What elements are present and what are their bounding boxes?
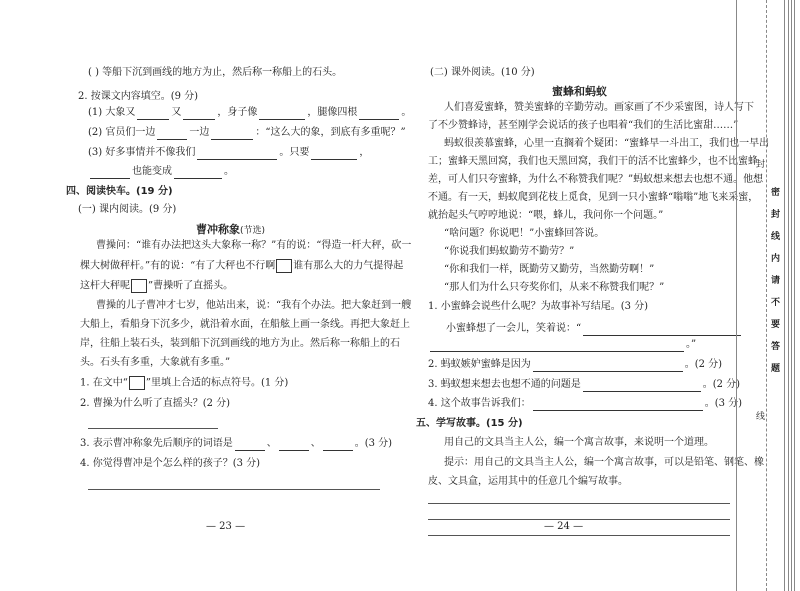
passage-line: 差，可人们只夸蜜蜂，为什么不称赞我们呢？”蚂蚁想来想去也想不通。他想 bbox=[428, 174, 764, 185]
punctuation-box[interactable] bbox=[276, 259, 292, 273]
binding-margin bbox=[730, 0, 800, 591]
blank[interactable] bbox=[323, 439, 353, 451]
question-4: 4. 这个故事告诉我们： 。(3 分) bbox=[428, 398, 743, 409]
question-1-lead: 小蜜蜂想了一会儿，笑着说：“ bbox=[446, 322, 743, 336]
passage-line: “你说我们蚂蚁勤劳不勤劳？” bbox=[444, 246, 575, 257]
blank[interactable] bbox=[279, 439, 309, 451]
blank[interactable] bbox=[259, 108, 305, 120]
punctuation-box bbox=[129, 376, 145, 390]
question-2: 2. 蚂蚁嫉妒蜜蜂是因为 。(2 分) bbox=[428, 359, 723, 370]
margin-line bbox=[788, 0, 789, 591]
passage-line: 头。石头有多重，大象就有多重。” bbox=[80, 357, 231, 368]
passage-line: 曹操的儿子曹冲才七岁，他站出来，说：“我有个办法。把大象赶到一艘 bbox=[96, 300, 412, 311]
passage-line: 蚂蚁很羡慕蜜蜂，心里一直搁着个疑团：“蜜蜂早一斗出工，我们也一早出 bbox=[444, 138, 770, 149]
passage-line: 岸，往船上装石头，装到船下沉到画线的地方为止。然后称一称船上的石 bbox=[80, 338, 400, 349]
question-1-cont: 。” bbox=[428, 338, 696, 352]
writing-line[interactable] bbox=[428, 519, 730, 520]
writing-hint: 皮、文具盒，运用其中的任意几个编写故事。 bbox=[428, 476, 628, 487]
seal-char: 题 bbox=[771, 364, 781, 374]
question-3: 3. 蚂蚁想来想去也想不通的问题是 。(2 分) bbox=[428, 379, 741, 390]
seal-char: 答 bbox=[771, 342, 781, 352]
seal-mark: 封 bbox=[756, 160, 766, 170]
question-3: 3. 表示曹冲称象先后顺序的词语是 、 、 。(3 分) bbox=[80, 438, 393, 449]
writing-hint: 提示：用自己的文具当主人公，编一个寓言故事，可以是铅笔、钢笔、橡 bbox=[444, 457, 764, 468]
blank[interactable] bbox=[183, 108, 215, 120]
punctuation-box[interactable] bbox=[131, 279, 147, 293]
blank[interactable] bbox=[311, 148, 357, 160]
page-number: — 23 — bbox=[206, 521, 246, 532]
question-2: 2. 曹操为什么听了直摇头？(2 分) bbox=[80, 398, 231, 409]
seal-char: 线 bbox=[771, 232, 781, 242]
question-4: 4. 你觉得曹冲是个怎么样的孩子？(3 分) bbox=[80, 458, 261, 469]
seal-char: 封 bbox=[771, 210, 781, 220]
passage-line: 不通。有一天，蚂蚁爬到花枝上觅食，见到一只小蜜蜂“嗡嗡”地飞来采蜜， bbox=[428, 192, 759, 203]
blank[interactable] bbox=[235, 439, 265, 451]
seal-char: 要 bbox=[771, 320, 781, 330]
q2-item-3-cont: 也能变成 。 bbox=[88, 165, 234, 179]
passage-line: “啥问题？你说吧！”小蜜蜂回答说。 bbox=[444, 228, 605, 239]
margin-line bbox=[736, 0, 737, 591]
seal-char: 不 bbox=[771, 298, 781, 308]
passage-line: 就抬起头气哼哼地说：“喂，蜂儿，我问你一个问题。” bbox=[428, 210, 664, 221]
subsection-2-heading: (二) 课外阅读。(10 分) bbox=[430, 67, 535, 78]
q2-item-2: (2) 官员们一边 一边 ：“这么大的象，到底有多重呢？” bbox=[88, 127, 406, 138]
right-page bbox=[400, 0, 770, 591]
margin-line bbox=[794, 0, 795, 591]
blank[interactable] bbox=[137, 108, 169, 120]
passage-line: 大船上，看船身下沉多少，就沿着水面，在船舷上画一条线。再把大象赶上 bbox=[80, 319, 410, 330]
blank[interactable] bbox=[583, 324, 741, 336]
passage-line: 曹操问：“谁有办法把这头大象称一称？”有的说：“得造一杆大秤，砍一 bbox=[96, 240, 412, 251]
passage-line: “你和我们一样，既勤劳又勤劳，当然勤劳啊！” bbox=[444, 264, 655, 275]
passage-line: 工；蜜蜂天黑回窝，我们也天黑回窝，我们干的活不比蜜蜂少，也不比蜜蜂 bbox=[428, 156, 758, 167]
q2-item-3: (3) 好多事情并不像我们 。只要 ， bbox=[88, 147, 370, 158]
blank[interactable] bbox=[174, 167, 222, 179]
blank[interactable] bbox=[211, 128, 253, 140]
seal-char: 内 bbox=[771, 254, 781, 264]
seal-char: 请 bbox=[771, 276, 781, 286]
q-sink-line: ( ) 等船下沉到画线的地方为止，然后称一称船上的石头。 bbox=[88, 67, 343, 78]
passage-line: 人们喜爱蜜蜂，赞美蜜蜂的辛勤劳动。画家画了不少采蜜图，诗人写下 bbox=[444, 102, 754, 113]
blank[interactable] bbox=[430, 340, 684, 352]
blank[interactable] bbox=[157, 128, 187, 140]
margin-line bbox=[791, 0, 792, 591]
writing-prompt: 用自己的文具当主人公，编一个寓言故事，来说明一个道理。 bbox=[444, 437, 714, 448]
question-1: 1. 在文中“ ”里填上合适的标点符号。(1 分) bbox=[80, 377, 289, 389]
section-4-heading: 四、阅读快车。(19 分) bbox=[66, 186, 173, 197]
passage-line: 了不少赞蜂诗，甚至刚学会说话的孩子也唱着“我们的生活比蜜甜……” bbox=[428, 120, 739, 131]
seal-char: 密 bbox=[771, 188, 781, 198]
passage-line: “那人们为什么只夸奖你们，从来不称赞我们呢？” bbox=[444, 282, 665, 293]
page-number: — 24 — bbox=[540, 521, 587, 532]
blank[interactable] bbox=[583, 380, 701, 392]
answer-line[interactable] bbox=[88, 428, 218, 429]
q2-item-1: (1) 大象又 又 ，身子像 ，腿像四根 。 bbox=[88, 107, 412, 118]
question-1: 1. 小蜜蜂会说些什么呢？为故事补写结尾。(3 分) bbox=[428, 301, 649, 312]
margin-line bbox=[784, 0, 785, 591]
passage-title: 蜜蜂和蚂蚁 bbox=[552, 85, 607, 98]
section-5-heading: 五、学写故事。(15 分) bbox=[416, 418, 523, 429]
blank[interactable] bbox=[90, 167, 130, 179]
passage-title: 曹冲称象(节选) bbox=[196, 223, 266, 236]
q2-heading: 2. 按课文内容填空。(9 分) bbox=[78, 91, 199, 102]
answer-line[interactable] bbox=[88, 489, 380, 490]
passage-line: 棵大树做秤杆。”有的说：“有了大秤也不行啊 谁有那么大的力气提得起 bbox=[80, 260, 404, 272]
writing-line[interactable] bbox=[428, 535, 730, 536]
margin-line bbox=[766, 0, 767, 591]
blank[interactable] bbox=[359, 108, 399, 120]
passage-line: 这杆大秤呢 ”曹操听了直摇头。 bbox=[80, 280, 234, 292]
blank[interactable] bbox=[197, 148, 277, 160]
seal-mark: 线 bbox=[756, 412, 766, 422]
blank[interactable] bbox=[533, 360, 683, 372]
writing-line[interactable] bbox=[428, 503, 730, 504]
blank[interactable] bbox=[533, 399, 703, 411]
subsection-1-heading: (一) 课内阅读。(9 分) bbox=[78, 204, 177, 215]
